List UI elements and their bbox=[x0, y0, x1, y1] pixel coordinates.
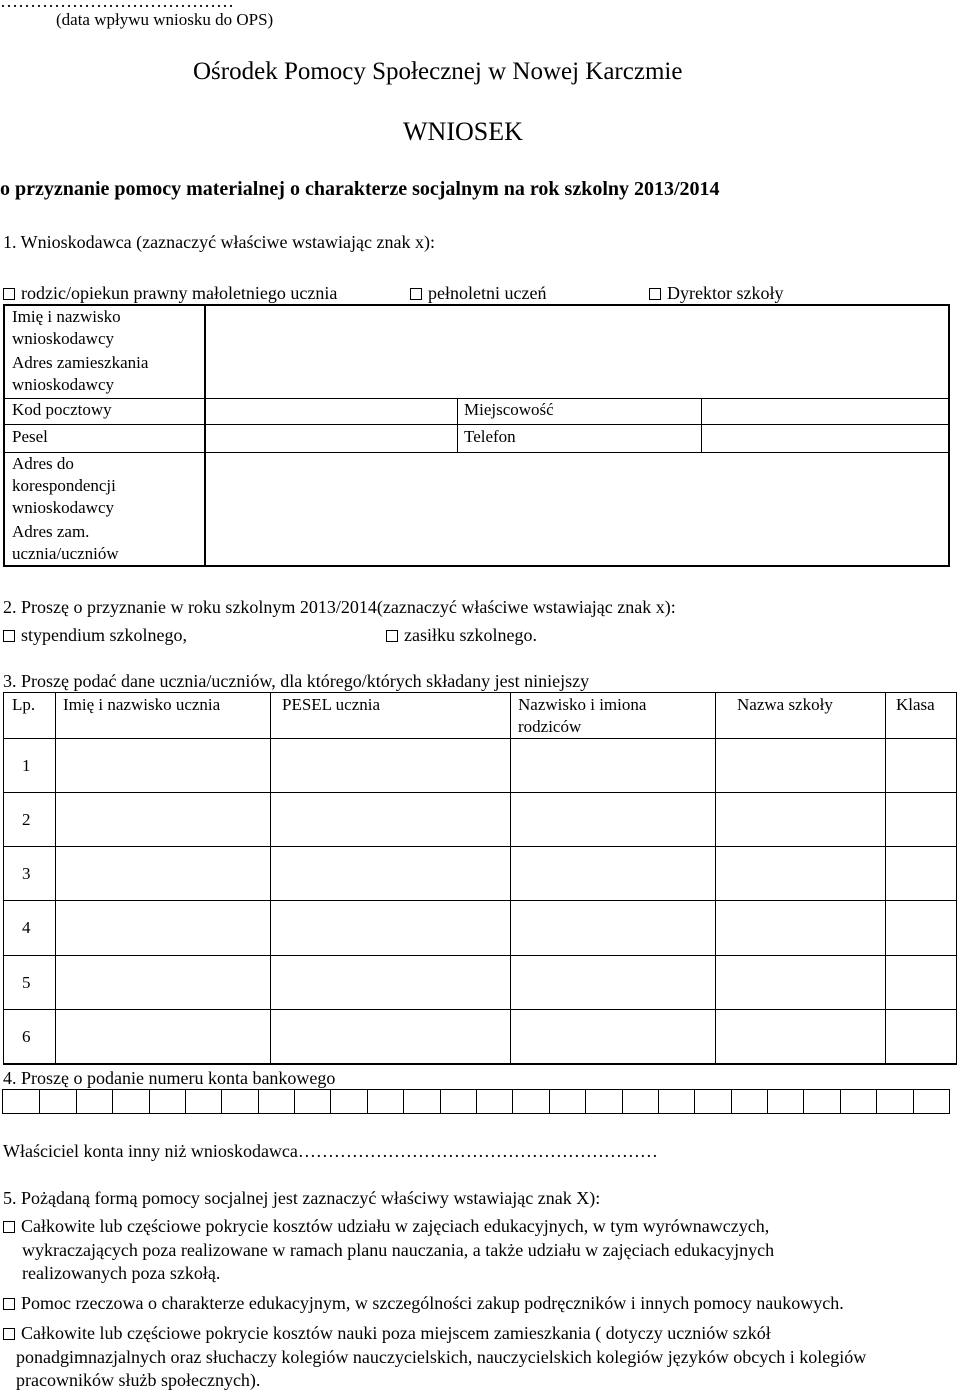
address-field[interactable] bbox=[206, 352, 948, 398]
pesel-field[interactable] bbox=[206, 425, 457, 452]
section4-heading: 4. Proszę o podanie numeru konta bankowego bbox=[3, 1068, 336, 1088]
label-pesel: Pesel bbox=[12, 427, 48, 446]
account-digit-divider bbox=[112, 1090, 113, 1113]
label-correspondence: Adres do korespondencji wnioskodawcy bbox=[12, 454, 116, 517]
help-option-education-costs-line3: realizowanych poza szkołą. bbox=[22, 1263, 221, 1283]
correspondence-field[interactable] bbox=[206, 453, 948, 521]
option-allowance[interactable]: zasiłku szkolnego. bbox=[386, 624, 537, 646]
checkbox-icon[interactable] bbox=[3, 1328, 15, 1340]
row-number: 6 bbox=[22, 1027, 31, 1046]
account-digit-divider bbox=[840, 1090, 841, 1113]
account-digit-divider bbox=[622, 1090, 623, 1113]
section2-heading: 2. Proszę o przyznanie w roku szkolnym 2013/2014(zaznaczyć właściwe wstawiając znak x): bbox=[3, 597, 676, 617]
account-digit-divider bbox=[876, 1090, 877, 1113]
account-digit-divider bbox=[585, 1090, 586, 1113]
checkbox-icon[interactable] bbox=[410, 288, 422, 300]
account-digit-divider bbox=[76, 1090, 77, 1113]
city-field[interactable] bbox=[702, 399, 948, 424]
col-lp: Lp. bbox=[12, 695, 36, 714]
checkbox-icon[interactable] bbox=[649, 288, 661, 300]
postcode-field[interactable] bbox=[206, 399, 457, 424]
section3-heading: 3. Proszę podać dane ucznia/uczniów, dla którego/których składany jest niniejszy bbox=[3, 671, 590, 691]
col-parents-name: Nazwisko i imiona rodziców bbox=[518, 695, 647, 736]
office-name: Ośrodek Pomocy Społecznej w Nowej Karczmie bbox=[193, 58, 683, 85]
col-school-name: Nazwa szkoły bbox=[737, 695, 833, 714]
applicant-option-director[interactable]: Dyrektor szkoły bbox=[649, 282, 783, 304]
col-student-pesel: PESEL ucznia bbox=[282, 695, 381, 714]
account-digit-divider bbox=[367, 1090, 368, 1113]
date-dots: ………………………………… bbox=[0, 0, 234, 11]
applicant-option-parent[interactable]: rodzic/opiekun prawny małoletniego ucznia bbox=[3, 282, 337, 304]
account-digit-divider bbox=[767, 1090, 768, 1113]
applicant-option-adult-student[interactable]: pełnoletni uczeń bbox=[410, 282, 546, 304]
row-number: 2 bbox=[22, 810, 31, 829]
account-digit-divider bbox=[694, 1090, 695, 1113]
option-scholarship[interactable]: stypendium szkolnego, bbox=[3, 624, 187, 646]
phone-field[interactable] bbox=[702, 425, 948, 452]
label-address: Adres zamieszkania wnioskodawcy bbox=[12, 353, 149, 394]
document-subtitle: o przyznanie pomocy materialnej o charakterze socjalnym na rok szkolny 2013/2014 bbox=[0, 178, 720, 200]
account-digit-divider bbox=[258, 1090, 259, 1113]
account-digit-divider bbox=[185, 1090, 186, 1113]
checkbox-icon[interactable] bbox=[3, 1298, 15, 1310]
checkbox-icon[interactable] bbox=[3, 1221, 15, 1233]
label-postcode: Kod pocztowy bbox=[12, 400, 112, 419]
student-address-field[interactable] bbox=[206, 521, 948, 565]
help-option-education-costs-line2: wykraczających poza realizowane w ramach planu nauczania, a także udziału w zajęciach edukacyjnych bbox=[22, 1240, 775, 1260]
bank-account-grid[interactable] bbox=[2, 1089, 950, 1114]
account-digit-divider bbox=[403, 1090, 404, 1113]
account-digit-divider bbox=[913, 1090, 914, 1113]
label-name: Imię i nazwisko wnioskodawcy bbox=[12, 307, 121, 348]
account-digit-divider bbox=[440, 1090, 441, 1113]
row-number: 5 bbox=[22, 973, 31, 992]
help-option-education-costs[interactable]: Całkowite lub częściowe pokrycie kosztów udziału w zajęciach edukacyjnych, w tym wyrównawczych, bbox=[3, 1215, 769, 1237]
row-number: 1 bbox=[22, 756, 31, 775]
account-digit-divider bbox=[549, 1090, 550, 1113]
account-digit-divider bbox=[294, 1090, 295, 1113]
help-option-study-away-line3: pracowników służb społecznych). bbox=[16, 1370, 261, 1390]
account-digit-divider bbox=[39, 1090, 40, 1113]
col-class: Klasa bbox=[896, 695, 935, 714]
date-caption: (data wpływu wniosku do OPS) bbox=[56, 10, 274, 29]
account-digit-divider bbox=[731, 1090, 732, 1113]
name-field[interactable] bbox=[206, 306, 948, 352]
section5-heading: 5. Pożądaną formą pomocy socjalnej jest zaznaczyć właściwy wstawiając znak X): bbox=[3, 1188, 601, 1208]
label-student-address: Adres zam. ucznia/uczniów bbox=[12, 522, 119, 563]
col-student-name: Imię i nazwisko ucznia bbox=[63, 695, 221, 714]
account-digit-divider bbox=[330, 1090, 331, 1113]
account-digit-divider bbox=[476, 1090, 477, 1113]
account-digit-divider bbox=[512, 1090, 513, 1113]
account-owner-line: Właściciel konta inny niż wnioskodawca…………………………………………………… bbox=[3, 1141, 658, 1161]
document-title: WNIOSEK bbox=[403, 117, 523, 146]
account-digit-divider bbox=[803, 1090, 804, 1113]
label-phone: Telefon bbox=[464, 427, 516, 446]
checkbox-icon[interactable] bbox=[3, 630, 15, 642]
row-number: 3 bbox=[22, 864, 31, 883]
account-digit-divider bbox=[658, 1090, 659, 1113]
help-option-material-aid[interactable]: Pomoc rzeczowa o charakterze edukacyjnym, w szczególności zakup podręczników i innych pomocy naukowych. bbox=[3, 1292, 844, 1314]
label-city: Miejscowość bbox=[464, 400, 554, 419]
account-digit-divider bbox=[221, 1090, 222, 1113]
checkbox-icon[interactable] bbox=[3, 288, 15, 300]
section1-heading: 1. Wnioskodawca (zaznaczyć właściwe wstawiając znak x): bbox=[3, 232, 435, 252]
help-option-study-away[interactable]: Całkowite lub częściowe pokrycie kosztów nauki poza miejscem zamieszkania ( dotyczy uczniów szkół bbox=[3, 1322, 771, 1344]
account-digit-divider bbox=[149, 1090, 150, 1113]
help-option-study-away-line2: ponadgimnazjalnych oraz słuchaczy kolegiów nauczycielskich, nauczycielskich kolegiów języków obcych i kolegiów bbox=[16, 1347, 867, 1367]
checkbox-icon[interactable] bbox=[386, 630, 398, 642]
row-number: 4 bbox=[22, 918, 31, 937]
